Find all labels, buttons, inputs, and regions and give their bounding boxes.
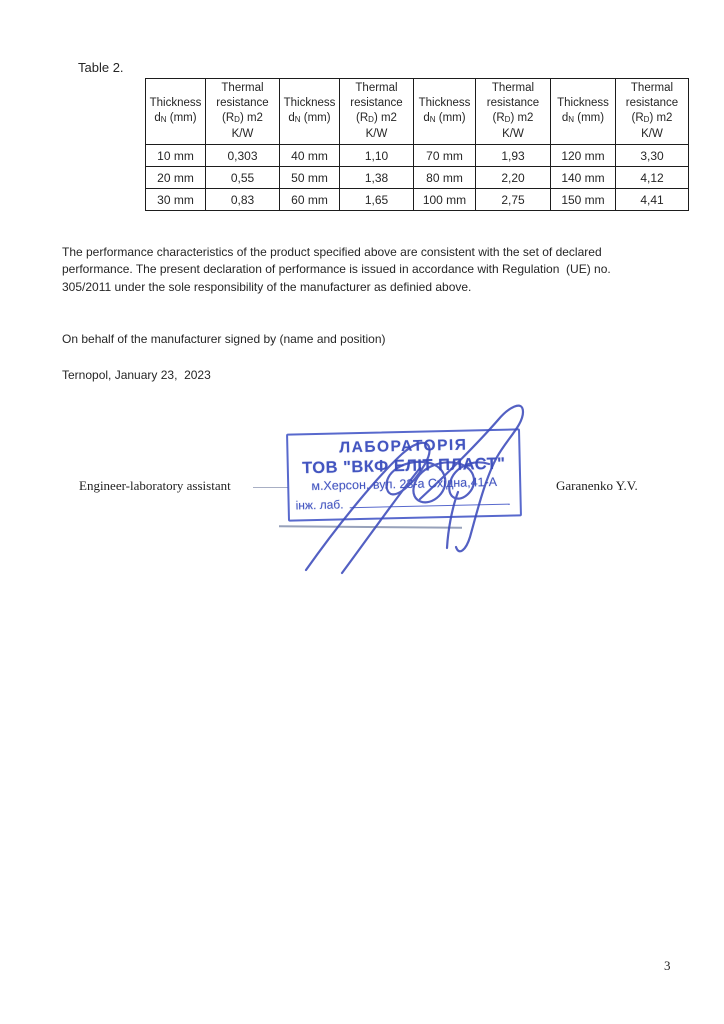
table-row — [146, 189, 689, 211]
col-header-thickness: Thickness $d_N$ (mm) — [280, 79, 340, 145]
cell-resistance-value: 1,93 — [476, 145, 551, 167]
cell-thickness-value: 150 mm — [551, 189, 616, 211]
cell-resistance-value: 4,41 — [616, 189, 689, 211]
stamp-line-company: ТОВ "ВКФ ЕЛІТ ПЛАСТ" — [301, 454, 506, 478]
thermal-resistance-table — [145, 78, 689, 211]
col-header-thermal-resistance: Thermal resistance $(R_D)$ m2 K/W — [616, 79, 689, 145]
cell-resistance-value: 2,20 — [476, 167, 551, 189]
cell-thickness-value: 80 mm — [414, 167, 476, 189]
table-header-row — [146, 79, 689, 145]
table-caption: Table 2. — [78, 60, 124, 75]
cell-thickness-value: 50 mm — [280, 167, 340, 189]
stamp-line-laboratory: ЛАБОРАТОРІЯ — [339, 436, 468, 457]
paragraph-line: 305/2011 under the sole responsibility of the manufacturer as definied above. — [62, 279, 472, 294]
signature-line-remnant — [253, 487, 288, 488]
cell-thickness-value: 30 mm — [146, 189, 206, 211]
cell-thickness-value: 20 mm — [146, 167, 206, 189]
cell-resistance-value: 1,10 — [340, 145, 414, 167]
cell-resistance-value: 1,38 — [340, 167, 414, 189]
cell-thickness-value: 120 mm — [551, 145, 616, 167]
cell-resistance-value: 1,65 — [340, 189, 414, 211]
stamp-label-engineer-lab: інж. лаб. — [295, 497, 344, 513]
engineer-role-label: Engineer-laboratory assistant — [79, 478, 231, 493]
col-header-thickness: Thickness $d_N$ (mm) — [414, 79, 476, 145]
cell-resistance-value: 3,30 — [616, 145, 689, 167]
cell-resistance-value: 0,303 — [206, 145, 280, 167]
company-stamp — [286, 428, 522, 521]
cell-thickness-value: 140 mm — [551, 167, 616, 189]
place-date-line: Ternopol, January 23, 2023 — [62, 368, 211, 382]
cell-thickness-value: 40 mm — [280, 145, 340, 167]
cell-thickness-value: 10 mm — [146, 145, 206, 167]
table-row — [146, 167, 689, 189]
cell-resistance-value: 2,75 — [476, 189, 551, 211]
signatory-name: Garanenko Y.V. — [556, 478, 638, 493]
cell-thickness-value: 60 mm — [280, 189, 340, 211]
col-header-thermal-resistance: Thermal resistance $(R_D)$ m2 K/W — [340, 79, 414, 145]
on-behalf-line: On behalf of the manufacturer signed by (name and position) — [62, 332, 386, 346]
thickness-label: Thickness — [149, 97, 202, 109]
table-row — [146, 145, 689, 167]
col-header-thermal-resistance: Thermal resistance $(R_D)$ m2 K/W — [206, 79, 280, 145]
stamp-line-address: м.Херсон, вул. 23-а Східна,41-А — [311, 474, 498, 494]
declaration-paragraph — [62, 244, 611, 296]
cell-thickness-value: 70 mm — [414, 145, 476, 167]
signature-line-remnant — [279, 525, 462, 528]
paragraph-line: performance. The present declaration of performance is issued in accordance with Regulation (UE) no. — [62, 262, 611, 277]
cell-resistance-value: 4,12 — [616, 167, 689, 189]
col-header-thickness: Thickness $d_N$ (mm) — [551, 79, 616, 145]
cell-resistance-value: 0,83 — [206, 189, 280, 211]
page-number: 3 — [664, 958, 671, 973]
paragraph-line: The performance characteristics of the product specified above are consistent with the set of declared — [62, 245, 602, 259]
stamp-signature-line — [350, 504, 510, 509]
cell-resistance-value: 0,55 — [206, 167, 280, 189]
col-header-thickness: Thickness $d_N$ (mm) — [146, 79, 206, 145]
col-header-thermal-resistance: Thermal resistance $(R_D)$ m2 K/W — [476, 79, 551, 145]
cell-thickness-value: 100 mm — [414, 189, 476, 211]
